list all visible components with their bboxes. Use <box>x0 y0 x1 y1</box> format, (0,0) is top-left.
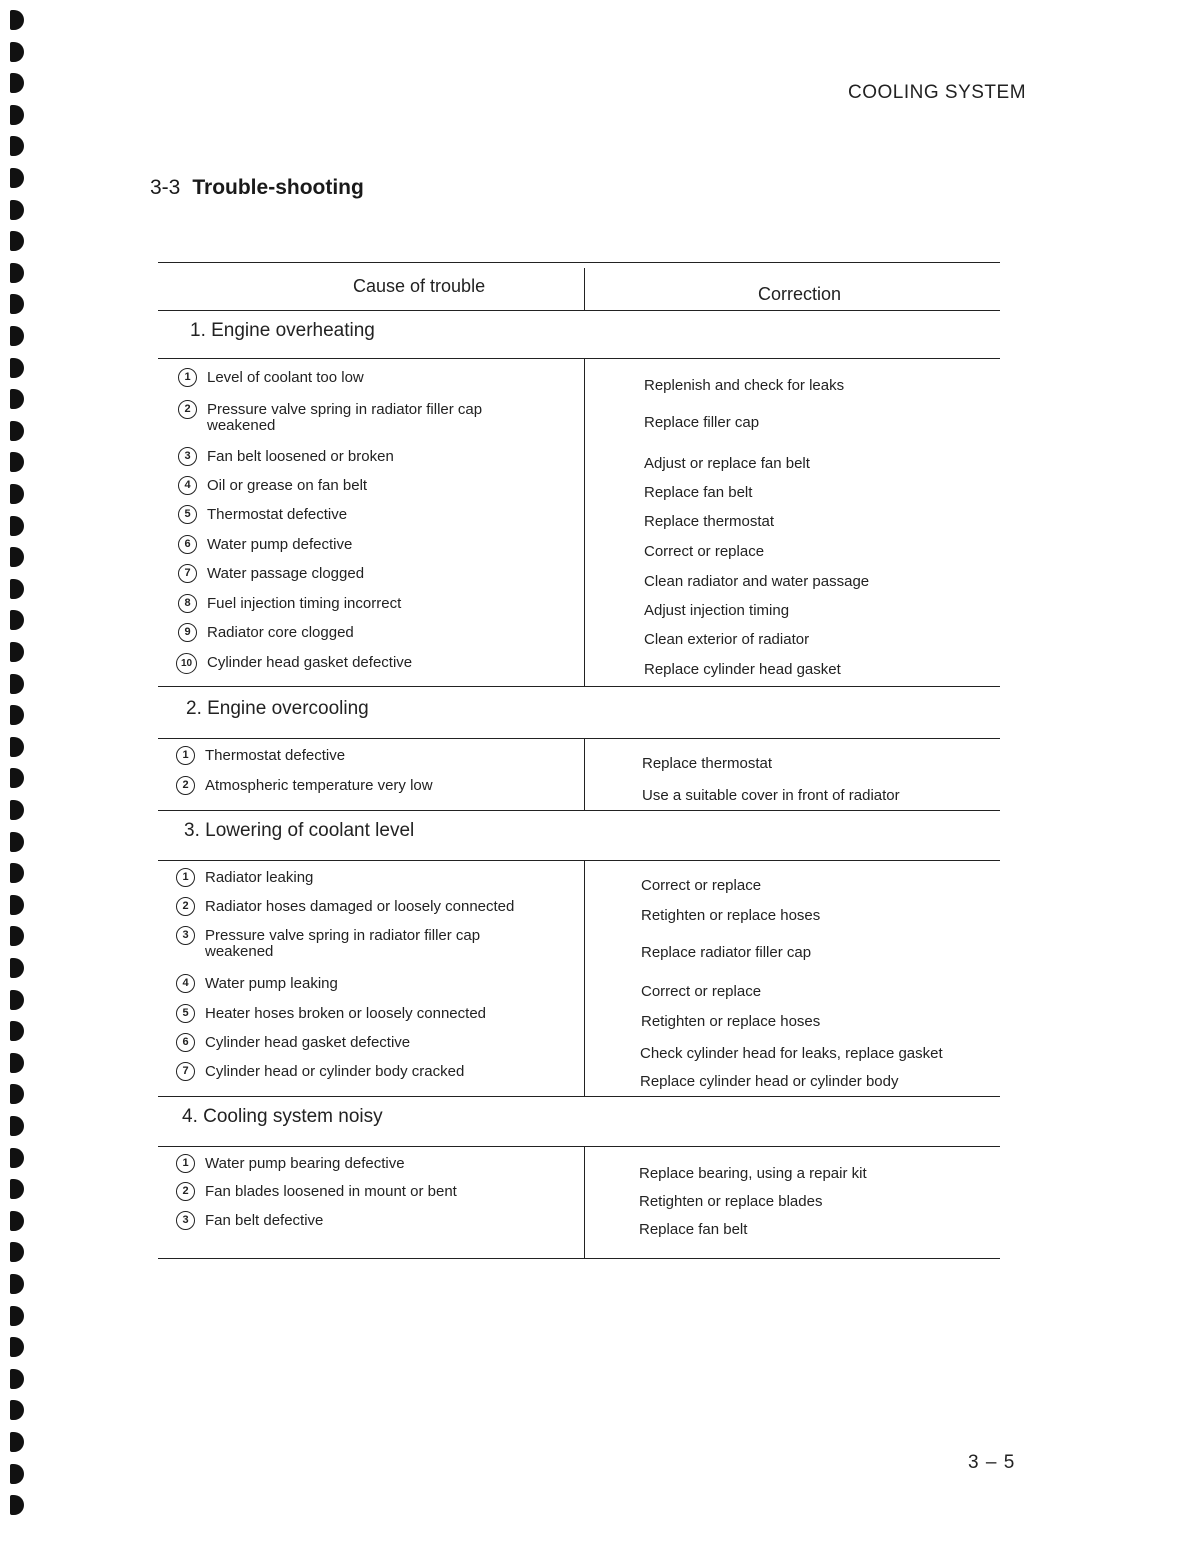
cause-item: 1 Water pump bearing defective <box>176 1156 571 1173</box>
correction-item: Use a suitable cover in front of radiator <box>642 787 900 804</box>
binding-hole <box>10 136 24 156</box>
correction-item: Correct or replace <box>641 877 762 894</box>
item-marker: 4 <box>178 476 197 495</box>
binding-hole <box>10 832 24 852</box>
cause-item: 7 Cylinder head or cylinder body cracked <box>176 1064 571 1081</box>
correction-item: Retighten or replace hoses <box>641 907 821 924</box>
group-rule <box>158 358 1000 359</box>
item-marker: 2 <box>176 776 195 795</box>
binding-hole <box>10 516 24 536</box>
group-title: 1. Engine overheating <box>190 320 375 341</box>
binding-hole <box>10 1274 24 1294</box>
running-head: COOLING SYSTEM <box>848 82 1027 103</box>
binding-hole <box>10 294 24 314</box>
correction-item: Clean exterior of radiator <box>644 631 810 648</box>
binding-hole <box>10 990 24 1010</box>
column-divider <box>584 358 585 686</box>
section-number: 3-3 <box>150 176 181 199</box>
item-marker: 4 <box>176 974 195 993</box>
item-marker: 10 <box>176 653 197 674</box>
cause-item: 1 Thermostat defective <box>176 748 571 765</box>
item-marker: 6 <box>178 535 197 554</box>
binding-hole <box>10 1148 24 1168</box>
correction-item: Retighten or replace hoses <box>641 1013 821 1030</box>
item-marker: 3 <box>178 447 197 466</box>
binding-hole <box>10 1084 24 1104</box>
correction-item: Correct or replace <box>644 543 765 560</box>
item-marker: 3 <box>176 926 195 945</box>
correction-item: Check cylinder head for leaks, replace gasket <box>640 1045 943 1062</box>
binding-hole <box>10 895 24 915</box>
cause-item: 4 Oil or grease on fan belt <box>178 478 573 495</box>
correction-item: Replace radiator filler cap <box>641 944 812 961</box>
binding-hole <box>10 1242 24 1262</box>
correction-item: Replace thermostat <box>642 755 773 772</box>
item-marker: 3 <box>176 1211 195 1230</box>
binding-hole <box>10 768 24 788</box>
header-column-divider <box>584 268 585 310</box>
cause-item: 9 Radiator core clogged <box>178 625 573 642</box>
binding-hole <box>10 1021 24 1041</box>
cause-item: 2 Fan blades loosened in mount or bent <box>176 1184 571 1201</box>
binding-hole <box>10 73 24 93</box>
item-marker: 1 <box>176 746 195 765</box>
item-marker: 7 <box>176 1062 195 1081</box>
item-marker: 9 <box>178 623 197 642</box>
item-marker: 1 <box>176 1154 195 1173</box>
cause-item: 2 Radiator hoses damaged or loosely connected <box>176 899 571 916</box>
binding-hole <box>10 10 24 30</box>
group-title: 3. Lowering of coolant level <box>184 820 415 841</box>
item-marker: 1 <box>176 868 195 887</box>
correction-item: Replace thermostat <box>644 513 775 530</box>
correction-item: Correct or replace <box>641 983 762 1000</box>
column-header-correction: Correction <box>758 284 842 304</box>
correction-item: Replace cylinder head gasket <box>644 661 841 678</box>
binding-hole <box>10 642 24 662</box>
binding-holes <box>0 0 30 1544</box>
cause-item: 5 Heater hoses broken or loosely connected <box>176 1006 571 1023</box>
binding-hole <box>10 358 24 378</box>
group-end-rule <box>158 686 1000 687</box>
correction-item: Adjust or replace fan belt <box>644 455 810 472</box>
binding-hole <box>10 1369 24 1389</box>
binding-hole <box>10 863 24 883</box>
section-title <box>150 176 364 200</box>
correction-item: Replace bearing, using a repair kit <box>639 1165 867 1182</box>
binding-hole <box>10 1464 24 1484</box>
cause-item: 6 Water pump defective <box>178 537 573 554</box>
binding-hole <box>10 579 24 599</box>
binding-hole <box>10 421 24 441</box>
item-marker: 1 <box>178 368 197 387</box>
item-marker: 8 <box>178 594 197 613</box>
cause-item: 10 Cylinder head gasket defective <box>176 655 571 674</box>
correction-item: Adjust injection timing <box>644 602 790 619</box>
binding-hole <box>10 1211 24 1231</box>
troubleshooting-table <box>158 262 1000 1262</box>
cause-item: 6 Cylinder head gasket defective <box>176 1035 571 1052</box>
binding-hole <box>10 610 24 630</box>
binding-hole <box>10 231 24 251</box>
item-marker: 6 <box>176 1033 195 1052</box>
group-title: 2. Engine overcooling <box>186 698 369 719</box>
table-bottom-rule <box>158 1258 1000 1259</box>
binding-hole <box>10 42 24 62</box>
item-marker: 2 <box>176 897 195 916</box>
binding-hole <box>10 389 24 409</box>
group-end-rule <box>158 1096 1000 1097</box>
cause-item: 2 Atmospheric temperature very low <box>176 778 571 795</box>
cause-item: 7 Water passage clogged <box>178 566 573 583</box>
binding-hole <box>10 1432 24 1452</box>
binding-hole <box>10 452 24 472</box>
page-number: 3 – 5 <box>968 1452 1016 1473</box>
cause-item: 3 Fan belt loosened or broken <box>178 449 573 466</box>
binding-hole <box>10 168 24 188</box>
cause-item: 8 Fuel injection timing incorrect <box>178 596 573 613</box>
binding-hole <box>10 326 24 346</box>
table-top-rule <box>158 262 1000 263</box>
group-rule <box>158 860 1000 861</box>
correction-item: Retighten or replace blades <box>639 1193 823 1210</box>
binding-hole <box>10 200 24 220</box>
section-title-text: Trouble-shooting <box>192 176 364 199</box>
binding-hole <box>10 547 24 567</box>
cause-item: 3 Fan belt defective <box>176 1213 571 1230</box>
binding-hole <box>10 737 24 757</box>
binding-hole <box>10 926 24 946</box>
column-divider <box>584 860 585 1096</box>
binding-hole <box>10 105 24 125</box>
group-title: 4. Cooling system noisy <box>182 1106 383 1127</box>
cause-item: 3 Pressure valve spring in radiator filler cap weakened <box>176 928 571 960</box>
binding-hole <box>10 674 24 694</box>
binding-hole <box>10 1306 24 1326</box>
binding-hole <box>10 1116 24 1136</box>
column-divider <box>584 1146 585 1258</box>
item-marker: 2 <box>178 400 197 419</box>
binding-hole <box>10 484 24 504</box>
item-marker: 5 <box>176 1004 195 1023</box>
binding-hole <box>10 958 24 978</box>
binding-hole <box>10 705 24 725</box>
correction-item: Replenish and check for leaks <box>644 377 845 394</box>
item-marker: 2 <box>176 1182 195 1201</box>
binding-hole <box>10 1400 24 1420</box>
binding-hole <box>10 800 24 820</box>
group-end-rule <box>158 810 1000 811</box>
column-divider <box>584 738 585 810</box>
column-header-cause: Cause of trouble <box>353 276 486 296</box>
group-rule <box>158 1146 1000 1147</box>
cause-item: 1 Level of coolant too low <box>178 370 573 387</box>
header-bottom-rule <box>158 310 1000 311</box>
cause-item: 5 Thermostat defective <box>178 507 573 524</box>
binding-hole <box>10 1337 24 1357</box>
cause-item: 1 Radiator leaking <box>176 870 571 887</box>
binding-hole <box>10 1053 24 1073</box>
binding-hole <box>10 1179 24 1199</box>
cause-item: 2 Pressure valve spring in radiator filler cap weakened <box>178 402 573 434</box>
item-marker: 7 <box>178 564 197 583</box>
item-marker: 5 <box>178 505 197 524</box>
cause-item: 4 Water pump leaking <box>176 976 571 993</box>
correction-item: Replace fan belt <box>639 1221 748 1238</box>
binding-hole <box>10 263 24 283</box>
correction-item: Replace cylinder head or cylinder body <box>640 1073 899 1090</box>
correction-item: Clean radiator and water passage <box>644 573 870 590</box>
group-rule <box>158 738 1000 739</box>
correction-item: Replace fan belt <box>644 484 753 501</box>
correction-item: Replace filler cap <box>644 414 760 431</box>
binding-hole <box>10 1495 24 1515</box>
